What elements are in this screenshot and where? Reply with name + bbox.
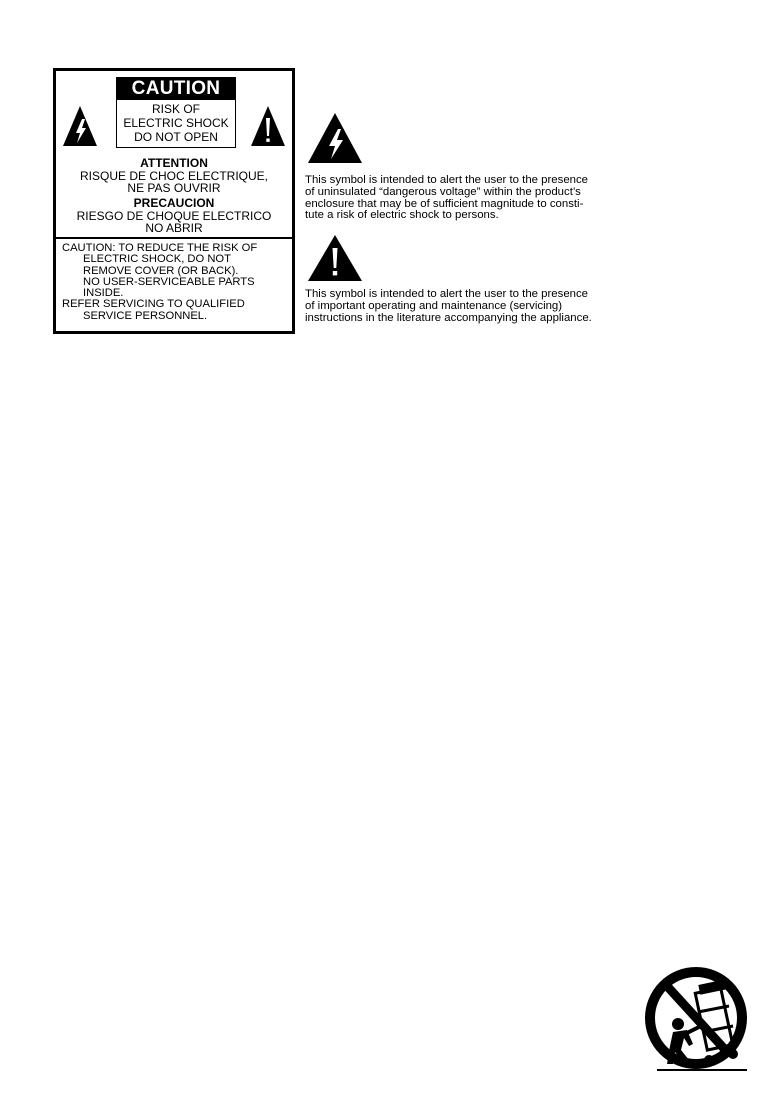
caution-label-top: [56, 71, 292, 239]
dangerous-voltage-explanation: [305, 112, 610, 222]
caution-warning-text: [62, 243, 290, 322]
symbol-text-line: This symbol is intended to alert the user to the presence: [305, 174, 589, 186]
caution-subtitle-line: DO NOT OPEN: [134, 130, 218, 144]
symbol-text-line: This symbol is intended to alert the user to the presence: [305, 288, 589, 300]
warning-line: INSIDE.: [83, 287, 124, 300]
precaucion-heading: PRECAUCION: [133, 196, 215, 210]
precaucion-line: NO ABRIR: [145, 221, 203, 235]
precaucion-line: RIESGO DE CHOQUE ELECTRICO: [76, 208, 272, 223]
symbol-text-line: of important operating and maintenance (servicing): [305, 299, 563, 312]
lightning-bolt-triangle-icon: [62, 105, 98, 147]
caution-label: [53, 68, 295, 334]
symbol-text-line: instructions in the literature accompanying the appliance.: [305, 311, 592, 324]
warning-line: SERVICE PERSONNEL.: [83, 309, 208, 322]
attention-heading: ATTENTION: [140, 156, 208, 170]
warning-line: REMOVE COVER (OR BACK).: [83, 264, 239, 277]
attention-line: NE PAS OUVRIR: [127, 181, 221, 195]
attention-block: [56, 157, 292, 195]
maintenance-instructions-explanation: [305, 234, 610, 324]
warning-line: NO USER-SERVICEABLE PARTS: [83, 275, 255, 288]
maintenance-instructions-text: [305, 289, 610, 324]
symbol-text-line: tute a risk of electric shock to persons.: [305, 209, 499, 222]
symbol-text-line: of uninsulated “dangerous voltage” within the product’s: [305, 185, 581, 198]
precaucion-block: [56, 197, 292, 235]
symbol-text-line: enclosure that may be of sufficient magnitude to consti-: [305, 197, 584, 210]
lightning-bolt-triangle-icon: [307, 112, 363, 164]
caution-subtitle: [117, 100, 235, 147]
exclamation-triangle-icon: [250, 105, 286, 147]
attention-line: RISQUE DE CHOC ELECTRIQUE,: [79, 168, 269, 183]
warning-line: ELECTRIC SHOCK, DO NOT: [83, 253, 231, 266]
cart-tip-over-warning-icon: [643, 964, 749, 1078]
dangerous-voltage-text: [305, 175, 610, 222]
caution-subtitle-line: ELECTRIC SHOCK: [123, 116, 229, 130]
caution-title: CAUTION: [117, 78, 235, 100]
caution-header: [116, 77, 236, 148]
warning-line: CAUTION: TO REDUCE THE RISK OF: [62, 242, 258, 254]
caution-subtitle-line: RISK OF: [151, 102, 200, 116]
exclamation-triangle-icon: [307, 234, 363, 282]
label-divider: [56, 237, 292, 239]
warning-line: REFER SERVICING TO QUALIFIED: [62, 298, 245, 311]
